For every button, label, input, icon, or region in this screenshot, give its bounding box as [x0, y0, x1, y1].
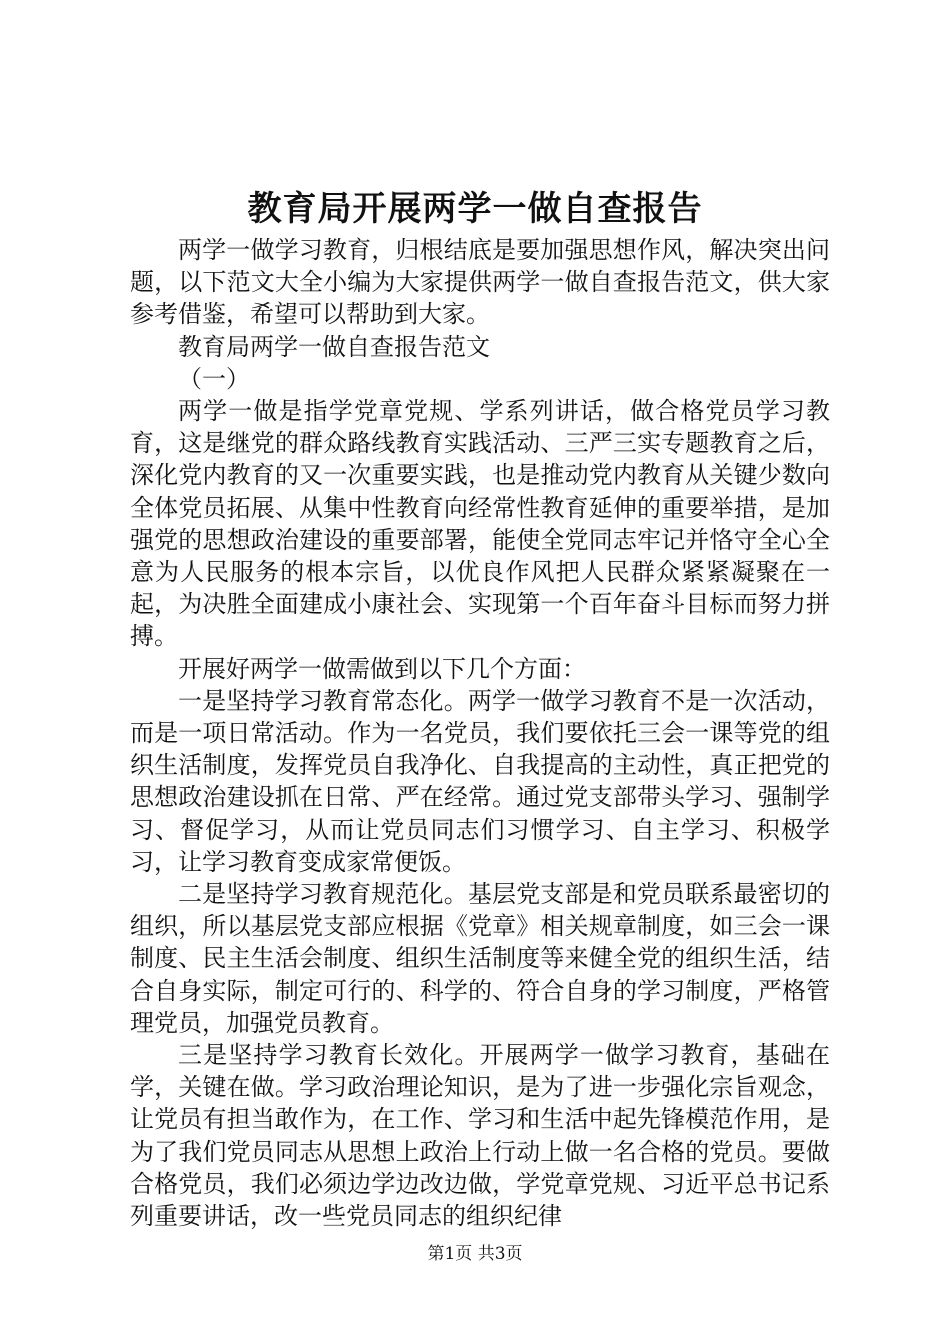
paragraph-point-three: 三是坚持学习教育长效化。开展两学一做学习教育，基础在学，关键在做。学习政治理论知识，是为了进一步强化宗旨观念，让党员有担当敢作为，在工作、学习和生活中起先锋模范作用，是为了我们党员同志从思想上政治上行动上做一名合格的党员。要做合格党员，我们必须边学边改边做，学党章党规、习近平总书记系列重要讲话，改一些党员同志的组织纪律	[130, 1041, 830, 1231]
page-footer: 第1页 共3页	[427, 1244, 523, 1264]
paragraph-point-one: 一是坚持学习教育常态化。两学一做学习教育不是一次活动，而是一项日常活动。作为一名党员，我们要依托三会一课等党的组织生活制度，发挥党员自我净化、自我提高的主动性，真正把党的思想政治建设抓在日常、严在经常。通过党支部带头学习、强制学习、督促学习，从而让党员同志们习惯学习、自主学习、积极学习，让学习教育变成家常便饭。	[130, 686, 830, 876]
document-body	[130, 234, 830, 1232]
paragraph-definition: 两学一做是指学党章党规、学系列讲话，做合格党员学习教育，这是继党的群众路线教育实践活动、三严三实专题教育之后，深化党内教育的又一次重要实践，也是推动党内教育从关键少数向全体党员拓展、从集中性教育向经常性教育延伸的重要举措，是加强党的思想政治建设的重要部署，能使全党同志牢记并恪守全心全意为人民服务的根本宗旨，以优良作风把人民群众紧紧凝聚在一起，为决胜全面建成小康社会、实现第一个百年奋斗目标而努力拼搏。	[130, 397, 830, 651]
paragraph-section-number: （一）	[178, 364, 250, 393]
paragraph-subtitle: 教育局两学一做自查报告范文	[178, 332, 490, 361]
paragraph-aspects-lead: 开展好两学一做需做到以下几个方面：	[178, 654, 586, 683]
document-title: 教育局开展两学一做自查报告	[247, 189, 703, 229]
paragraph-intro: 两学一做学习教育，归根结底是要加强思想作风，解决突出问题，以下范文大全小编为大家提供两学一做自查报告范文，供大家参考借鉴，希望可以帮助到大家。	[130, 236, 830, 329]
paragraph-point-two: 二是坚持学习教育规范化。基层党支部是和党员联系最密切的组织，所以基层党支部应根据《党章》相关规章制度，如三会一课制度、民主生活会制度、组织生活制度等来健全党的组织生活，结合自身实际，制定可行的、科学的、符合自身的学习制度，严格管理党员，加强党员教育。	[130, 880, 830, 1037]
